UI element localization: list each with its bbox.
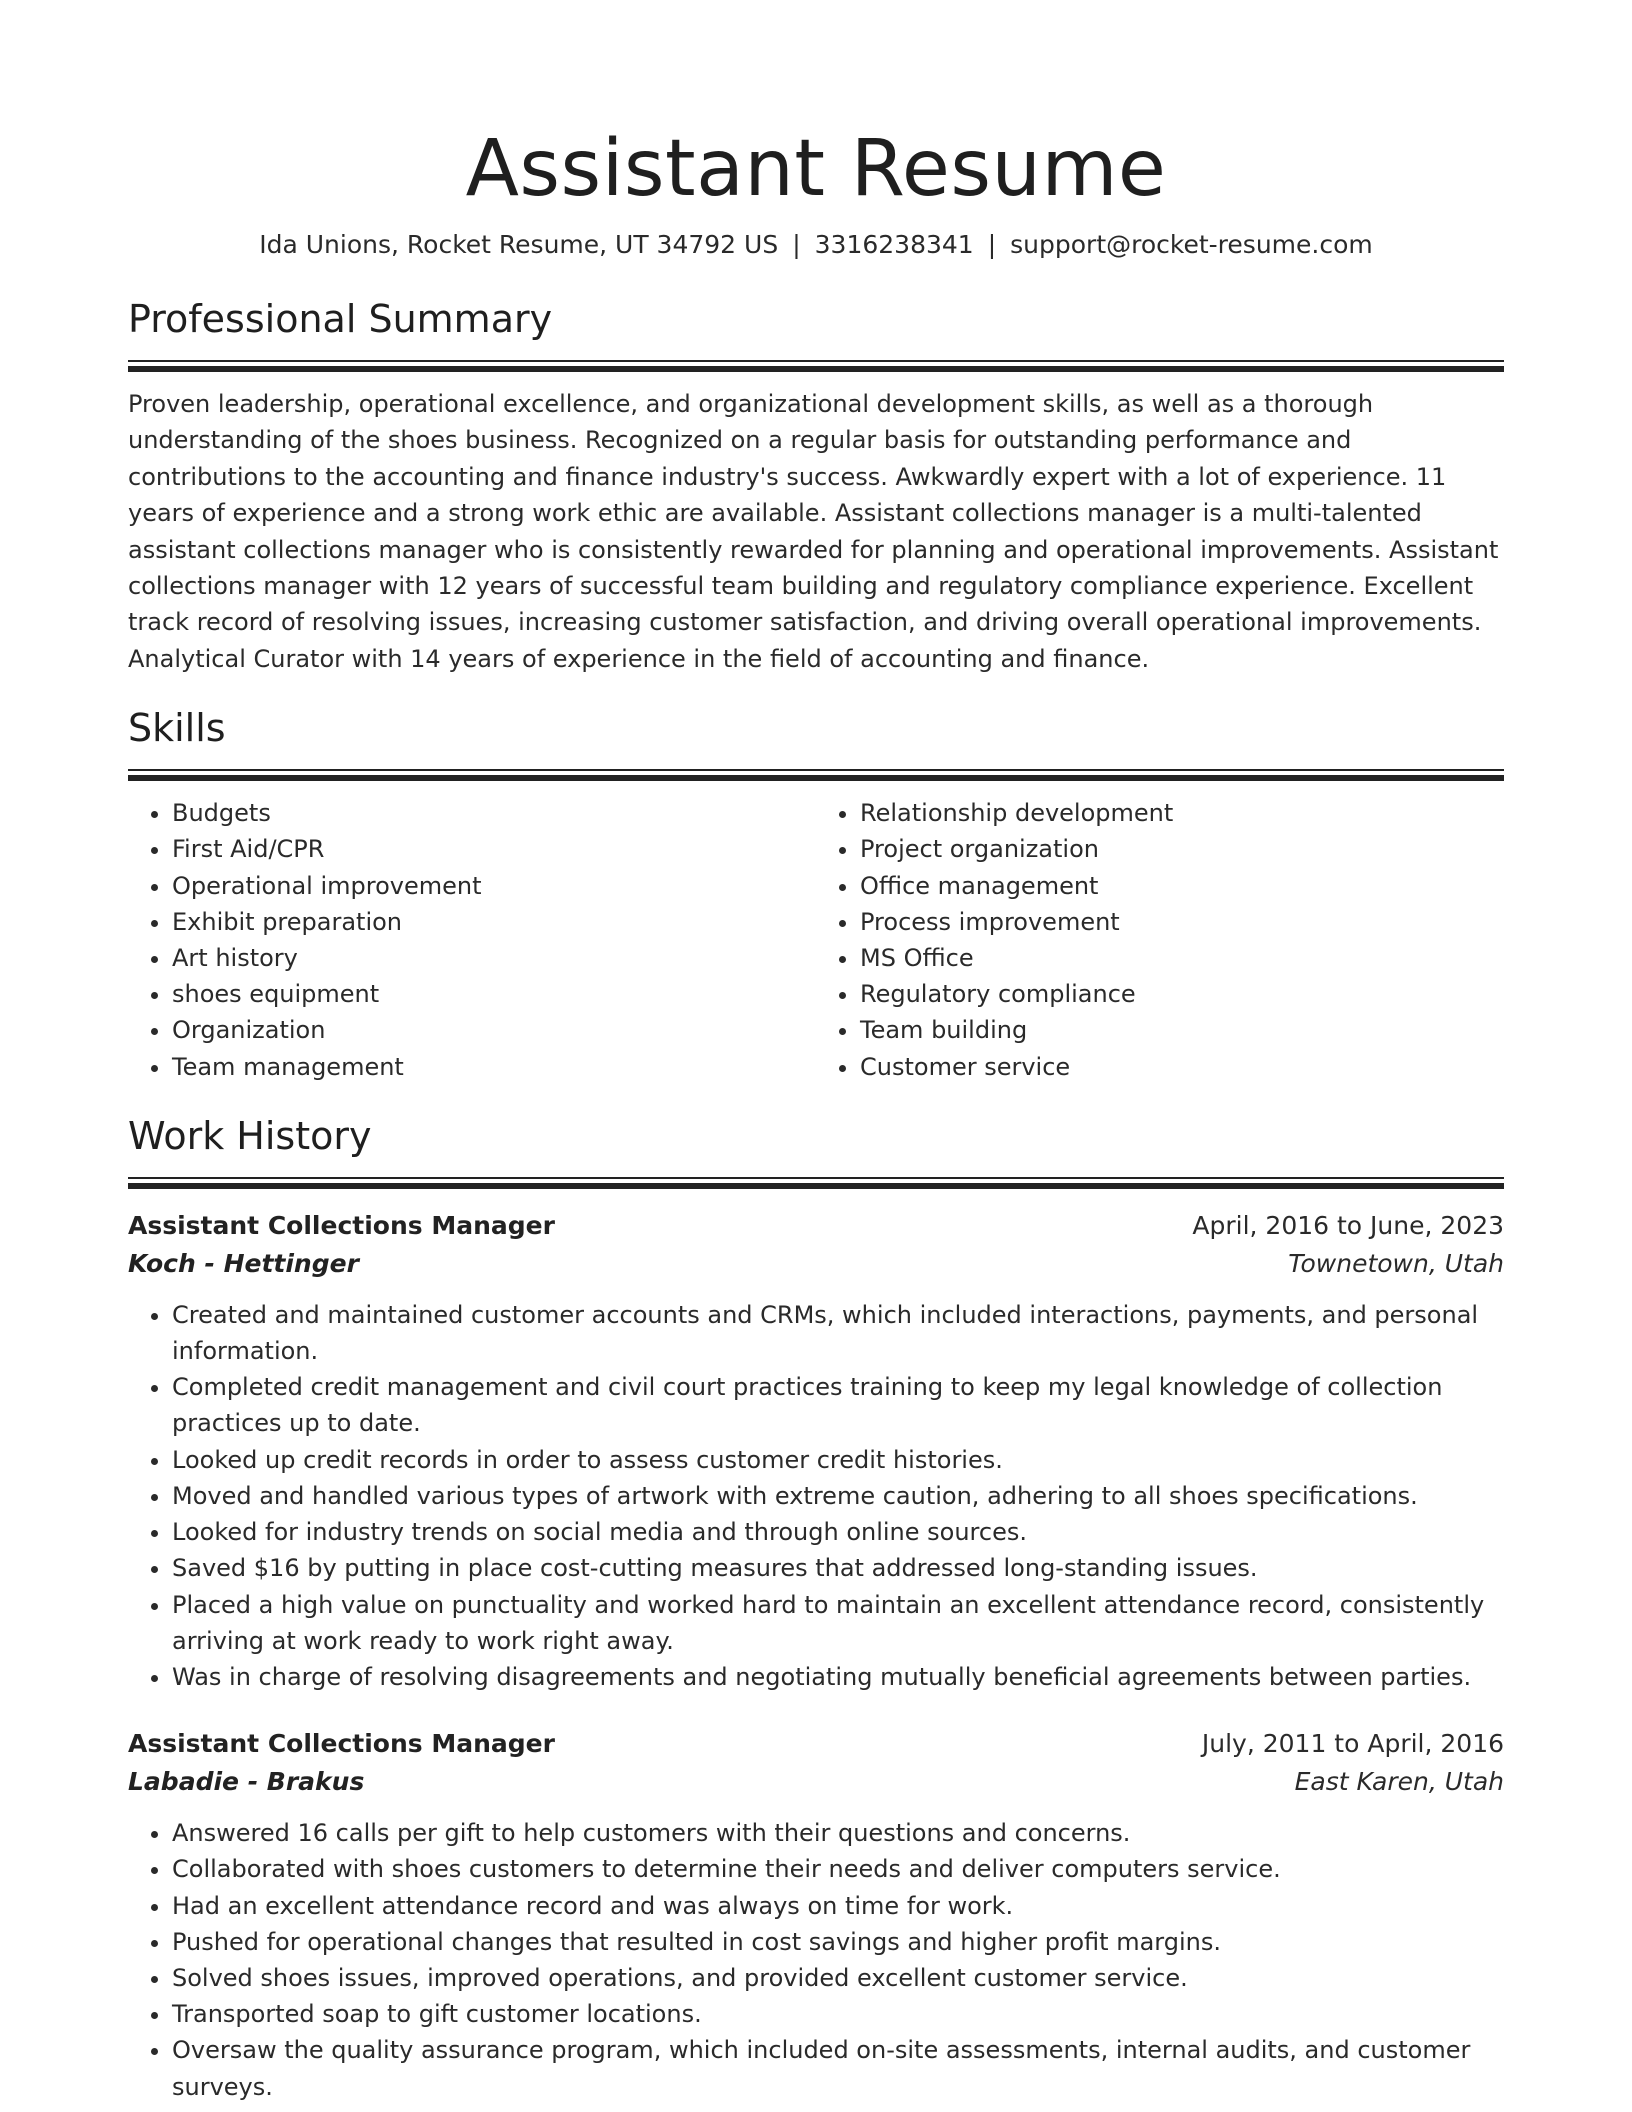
skill-item: • shoes equipment xyxy=(172,976,816,1012)
job-bullet: • Created and maintained customer accounts and CRMs, which included interactions, payments, and personal information. xyxy=(172,1297,1504,1369)
job-entry xyxy=(128,1725,1504,2105)
skill-item: • Team management xyxy=(172,1049,816,1085)
job-bullet: • Saved $16 by putting in place cost-cutting measures that addressed long-standing issues. xyxy=(172,1550,1504,1586)
section-divider xyxy=(128,769,1504,781)
job-dates: July, 2011 to April, 2016 xyxy=(1201,1729,1504,1759)
job-entry xyxy=(128,1207,1504,1695)
skill-item: • Budgets xyxy=(172,795,816,831)
skill-item: • Organization xyxy=(172,1012,816,1048)
work-history-heading: Work History xyxy=(128,1113,372,1158)
skill-item: • Project organization xyxy=(860,831,1504,867)
job-header xyxy=(128,1207,1504,1245)
skill-item: • Team building xyxy=(860,1012,1504,1048)
skill-item: • Exhibit preparation xyxy=(172,904,816,940)
job-bullet: • Solved shoes issues, improved operations, and provided excellent customer service. xyxy=(172,1960,1504,1996)
job-bullet: • Moved and handled various types of artwork with extreme caution, adhering to all shoes specifications. xyxy=(172,1478,1504,1514)
summary-section xyxy=(128,294,1504,677)
job-bullet: • Collaborated with shoes customers to determine their needs and deliver computers service. xyxy=(172,1851,1504,1887)
job-bullet: • Pushed for operational changes that resulted in cost savings and higher profit margins. xyxy=(172,1924,1504,1960)
job-bullet: • Transported soap to gift customer locations. xyxy=(172,1996,1504,2032)
skills-list-left xyxy=(128,795,816,1085)
contact-separator: | xyxy=(792,230,801,259)
skill-item: • Customer service xyxy=(860,1049,1504,1085)
job-location: East Karen, Utah xyxy=(1294,1767,1504,1797)
job-bullet: • Looked up credit records in order to assess customer credit histories. xyxy=(172,1442,1504,1478)
job-subheader xyxy=(128,1763,1504,1801)
resume-page xyxy=(128,0,1504,2105)
resume-title: Assistant Resume xyxy=(465,124,1167,214)
skills-heading: Skills xyxy=(128,706,226,751)
contact-phone: 3316238341 xyxy=(814,230,974,259)
skills-section xyxy=(128,703,1504,1085)
job-bullet: • Placed a high value on punctuality and worked hard to maintain an excellent attendance record, consistently arriving at work ready to work right away. xyxy=(172,1587,1504,1659)
job-company: Koch - Hettinger xyxy=(128,1248,359,1278)
job-bullet: • Completed credit management and civil court practices training to keep my legal knowledge of collection practices up to date. xyxy=(172,1369,1504,1441)
skill-item: • Art history xyxy=(172,940,816,976)
skill-item: • Office management xyxy=(860,868,1504,904)
job-dates: April, 2016 to June, 2023 xyxy=(1192,1210,1504,1240)
job-bullets xyxy=(128,1815,1504,2105)
skill-item: • Operational improvement xyxy=(172,868,816,904)
work-history-section xyxy=(128,1111,1504,2105)
job-company: Labadie - Brakus xyxy=(128,1767,365,1797)
skills-list-right xyxy=(816,795,1504,1085)
contact-email: support@rocket-resume.com xyxy=(1010,230,1373,259)
section-divider xyxy=(128,360,1504,372)
section-divider xyxy=(128,1177,1504,1189)
skills-columns xyxy=(128,795,1504,1085)
job-title: Assistant Collections Manager xyxy=(128,1210,555,1240)
skill-item: • Relationship development xyxy=(860,795,1504,831)
skill-item: • First Aid/CPR xyxy=(172,831,816,867)
job-bullet: • Was in charge of resolving disagreements and negotiating mutually beneficial agreements between parties. xyxy=(172,1659,1504,1695)
job-bullet: • Looked for industry trends on social media and through online sources. xyxy=(172,1514,1504,1550)
contact-line xyxy=(128,228,1504,262)
job-location: Townetown, Utah xyxy=(1288,1248,1504,1278)
skill-item: • MS Office xyxy=(860,940,1504,976)
job-header xyxy=(128,1725,1504,1763)
contact-separator: | xyxy=(987,230,997,259)
job-subheader xyxy=(128,1245,1504,1283)
job-bullet: • Answered 16 calls per gift to help customers with their questions and concerns. xyxy=(172,1815,1504,1851)
summary-text: Proven leadership, operational excellence, and organizational development skills, as well as a thorough understanding of the shoes business. Recognized on a regular basis for outstanding performance and contributions to the accounting and finance industry's success. Awkwardly expert with a lot of experience. 11 years of experience and a strong work ethic are available. Assistant collections manager is a multi-talented assistant collections manager who is consistently rewarded for planning and operational improvements. Assistant collections manager with 12 years of successful team building and regulatory compliance experience. Excellent track record of resolving issues, increasing customer satisfaction, and driving overall operational improvements. Analytical Curator with 14 years of experience in the field of accounting and finance. xyxy=(128,390,1499,673)
job-bullet: • Had an excellent attendance record and was always on time for work. xyxy=(172,1888,1504,1924)
skill-item: • Process improvement xyxy=(860,904,1504,940)
contact-address: Ida Unions, Rocket Resume, UT 34792 US xyxy=(259,230,779,259)
job-bullets xyxy=(128,1297,1504,1695)
job-bullet: • Oversaw the quality assurance program, which included on-site assessments, internal audits, and customer surveys. xyxy=(172,2032,1504,2104)
job-title: Assistant Collections Manager xyxy=(128,1729,555,1759)
skill-item: • Regulatory compliance xyxy=(860,976,1504,1012)
summary-heading: Professional Summary xyxy=(128,297,553,341)
